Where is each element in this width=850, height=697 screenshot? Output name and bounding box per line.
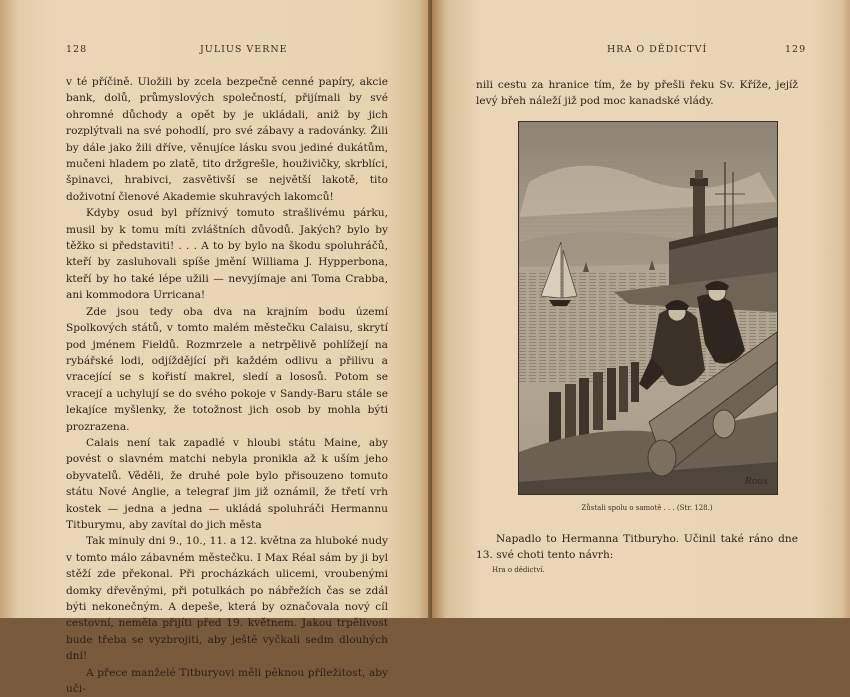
right-page-number: 129 <box>785 44 807 55</box>
signature-footer: Hra o dědictví. <box>492 566 545 574</box>
right-page <box>432 0 850 618</box>
left-paragraph: v té příčině. Uložili by zcela bezpečně cenné papíry, akcie bank, dolů, průmyslových společností, přijímali by své ohromné důchody a opět by je ukládali, aniž by jich rozplýtvali na své pohodlí, pro své zábavy a radovánky. Žili by dále jako žili dříve, věnujíce lásku svou jediné dukátům, mučeni hladem po zlatě, tito držgrešle, houživičky, skrblíci, špinavci, hrabivci, zasvětivší se největší lakotě, tito doživotní členové Akademie skuhravých lakomců! <box>66 76 388 203</box>
left-paragraph: A přece manželé Titburyovi měli pěknou příležitost, aby uči- <box>66 666 388 696</box>
harbor-engraving <box>519 122 777 494</box>
right-top-text: nili cestu za hranice tím, že by přešli řeku Sv. Kříže, jejíž levý břeh náleží již pod moc kanadské vlády. <box>476 79 798 108</box>
left-body-text <box>66 74 388 697</box>
right-running-title: HRA O DĚDICTVÍ <box>607 44 708 55</box>
harbor-illustration <box>518 121 778 495</box>
artist-signature: Roux <box>745 477 769 487</box>
left-paragraph: Kdyby osud byl příznivý tomuto strašlivému párku, musil by k tomu míti zvláštních důvodů. Jakých? bylo by těžko si představiti! . . . A to by bylo na škodu spoluhráčů, kteří by zasluhovali spíše jmění Williama J. Hypperbona, kteří by ho také lépe užili — nevyjímaje ani Toma Crabba, ani kommodora Urricana! <box>66 207 388 302</box>
right-paragraph: Napadlo to Hermanna Titburyho. Učinil také ráno dne 13. své choti tento návrh: <box>476 533 798 562</box>
left-running-title: JULIUS VERNE <box>200 44 288 55</box>
left-paragraph: Zde jsou tedy oba dva na krajním bodu území Spolkových států, v tomto malém městečku Calaisu, skrytí pod jménem Fieldů. Rozmrzele a netrpělivě pohlížejí na rybářské lodi, odjíždějící při každém odlivu a přilivu a vracející se s kořistí makrel, sledí a lososů. Potom se vracejí a uchylují se do svého pokoje v Sandy-Baru stále se lekajíce myšlenky, že totožnost jich osob by mohla býti prozrazena. <box>66 305 388 433</box>
illustration-caption: Zůstali spolu o samotě . . . (Str. 128.) <box>581 504 713 512</box>
right-bottom-text <box>476 531 798 564</box>
left-page-number: 128 <box>66 44 88 55</box>
left-paragraph: Tak minuly dni 9., 10., 11. a 12. května za hluboké nudy v tomto málo zábavném městečku. I Max Réal sám by ji byl stěží zde překonal. Při procházkách ulicemi, vroubenými domky dřevěnými, při potulkách po nábřežích čas se zdál býti nekonečným. A depeše, která by označovala nový cíl cestovní, neměla přijíti před 19. květnem. Jakou trpělivost bude třeba se vyzbrojiti, aby ještě vyčkali sedm dlouhých dní! <box>66 535 388 663</box>
left-paragraph: Calais není tak zapadlé v hloubi státu Maine, aby povést o slavném matchi nebyla pronikla až k uším jeho obyvatelů. Věděli, že druhé pole bylo přisouzeno tomuto státu Nové Anglie, a telegraf jim již oznámil, že třetí vrh kostek — jedna a jedna — ukládá spoluhráči Hermannu Titburymu, aby zavítal do jich města <box>66 436 388 531</box>
